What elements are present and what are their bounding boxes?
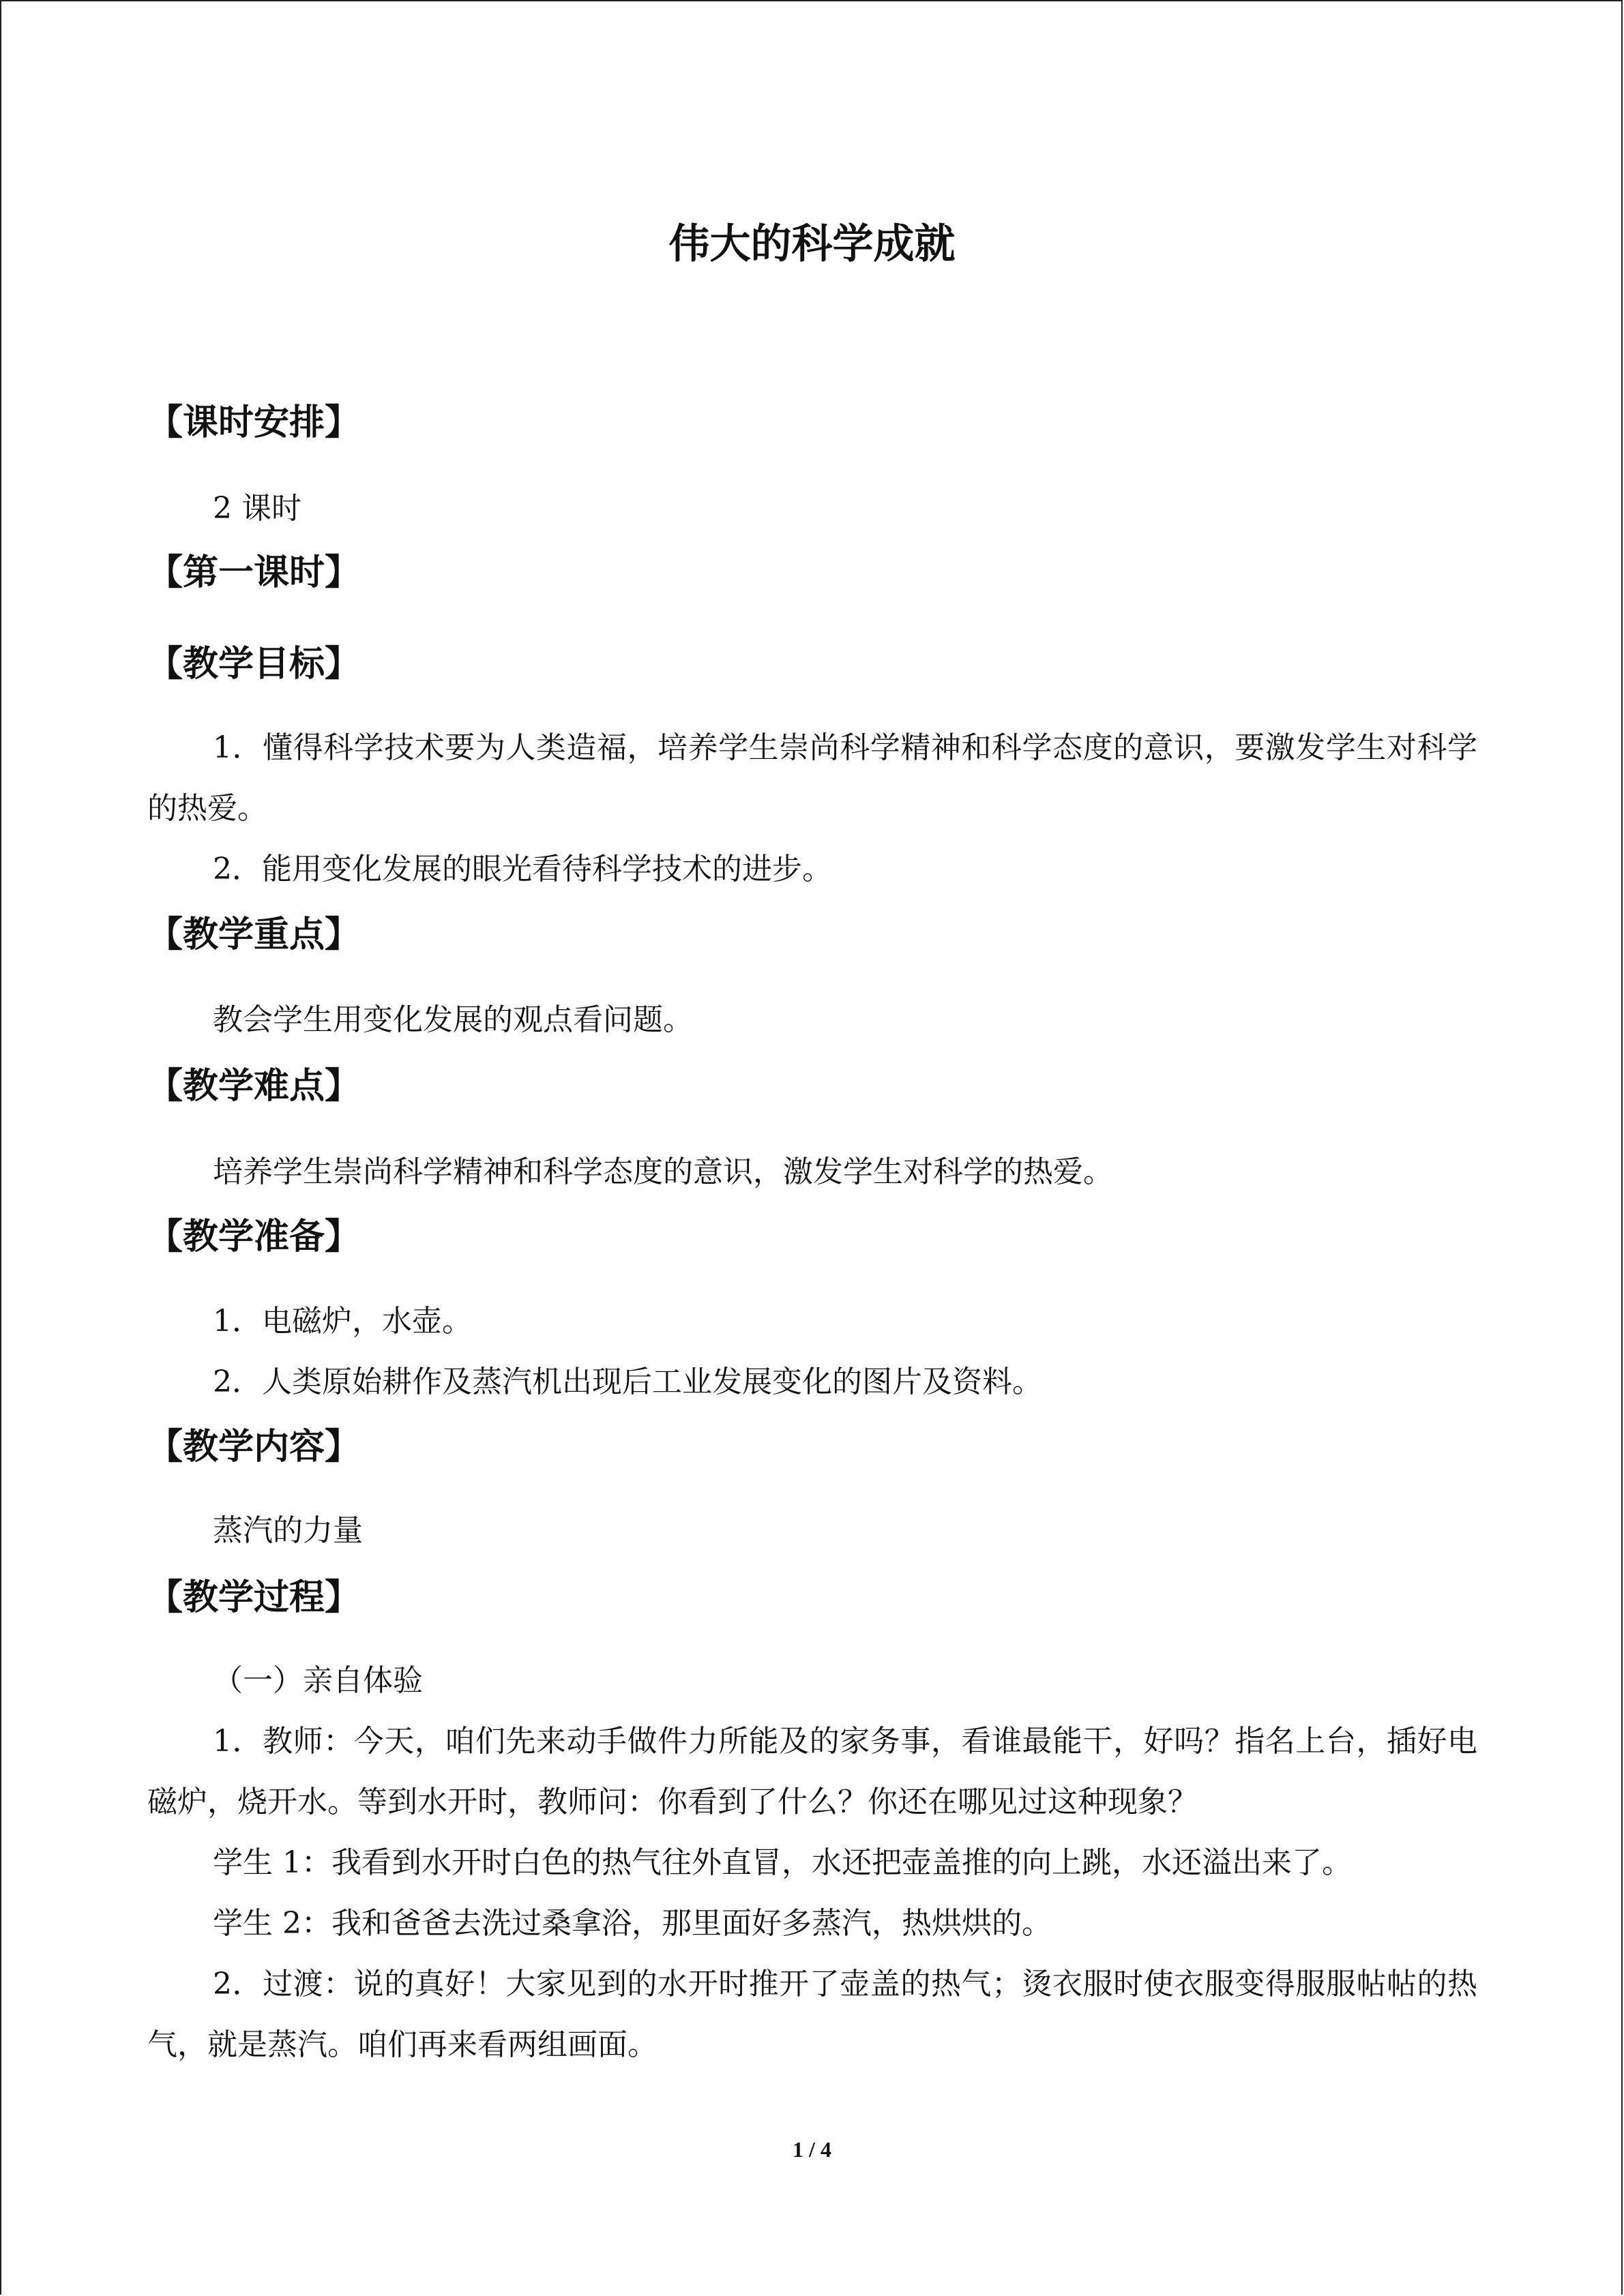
schedule-text: 2 课时 (213, 491, 301, 526)
process-paragraph-1: 1．教师：今天，咱们先来动手做件力所能及的家务事，看谁最能干，好吗？指名上台，插好电磁炉，烧开水。等到水开时，教师问：你看到了什么？你还在哪见过这种现象？ (147, 1724, 1477, 1819)
process-paragraph-4: 2．过渡：说的真好！大家见到的水开时推开了壶盖的热气；烫衣服时使衣服变得服服帖帖的热气，就是蒸汽。咱们再来看两组画面。 (147, 1967, 1477, 2062)
section-heading-process: 【教学过程】 (147, 1577, 361, 1618)
page-number: 1 / 4 (793, 2137, 831, 2162)
section-heading-goals: 【教学目标】 (147, 644, 361, 685)
section-heading-focus: 【教学重点】 (147, 914, 361, 955)
difficulty-text: 培养学生崇尚科学精神和科学态度的意识，激发学生对科学的热爱。 (213, 1154, 1113, 1189)
section-heading-schedule: 【课时安排】 (147, 402, 361, 443)
goal-item-1: 1．懂得科学技术要为人类造福，培养学生崇尚科学精神和科学态度的意识，要激发学生对科学的热爱。 (147, 730, 1477, 826)
document-title: 伟大的科学成就 (668, 220, 956, 268)
section-heading-content: 【教学内容】 (147, 1427, 361, 1467)
section-heading-prep: 【教学准备】 (147, 1217, 361, 1257)
process-paragraph-2: 学生 1：我看到水开时白色的热气往外直冒，水还把壶盖推的向上跳，水还溢出来了。 (213, 1845, 1352, 1880)
goal-item-2: 2．能用变化发展的眼光看待科学技术的进步。 (213, 852, 832, 886)
section-heading-difficulty: 【教学难点】 (147, 1066, 361, 1107)
prep-item-1: 1．电磁炉，水壶。 (213, 1304, 472, 1339)
section-heading-lesson1: 【第一课时】 (147, 552, 361, 593)
process-subheading-1: （一）亲自体验 (213, 1663, 423, 1698)
focus-text: 教会学生用变化发展的观点看问题。 (213, 1002, 693, 1037)
process-paragraph-3: 学生 2：我和爸爸去洗过桑拿浴，那里面好多蒸汽，热烘烘的。 (213, 1906, 1052, 1941)
content-text: 蒸汽的力量 (213, 1513, 363, 1548)
prep-item-2: 2．人类原始耕作及蒸汽机出现后工业发展变化的图片及资料。 (213, 1365, 1042, 1399)
